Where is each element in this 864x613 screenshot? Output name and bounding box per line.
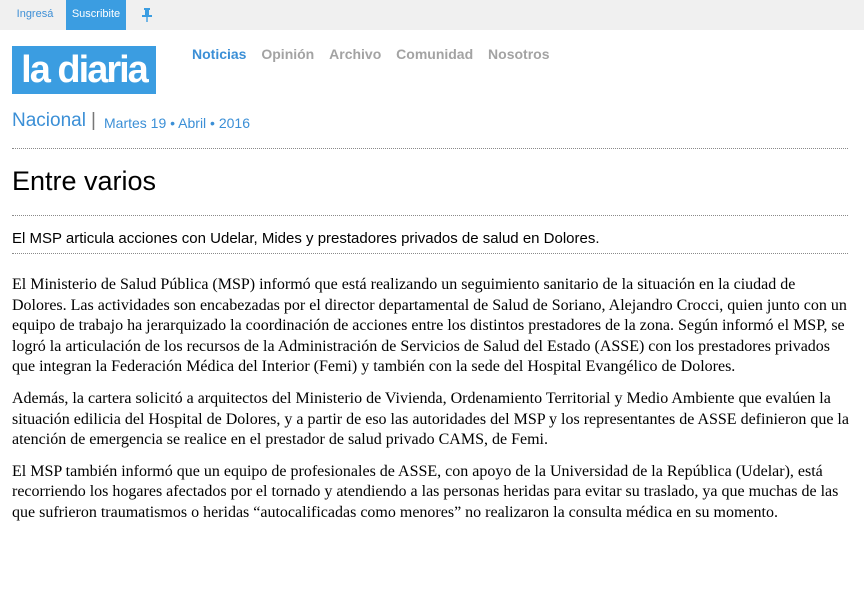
- subscribe-button[interactable]: Suscribite: [66, 0, 126, 30]
- article-title: Entre varios: [12, 166, 157, 196]
- article-paragraph: El Ministerio de Salud Pública (MSP) informó que está realizando un seguimiento sanitario de la situación en la ciudad de Dolores. Las actividades son encabezadas por el director departamental de Salud de Soriano, Alejandro Crocci, quien junto con un equipo de trabajo ha jerarquizado la coordinación de acciones entre los distintos prestadores de la zona. Según informó el MSP, se logró la articulación de los recursos de la Administración de Servicios de Salud del Estado (ASSE) con los prestadores privados que integran la Federación Médica del Interior (Femi) y también con la sede del Hospital Evangélico de Dolores.: [12, 276, 847, 376]
- nav-item-nosotros[interactable]: Nosotros: [488, 46, 550, 62]
- article-subtitle: El MSP articula acciones con Udelar, Mides y prestadores privados de salud en Dolores.: [12, 230, 600, 247]
- nav-item-archivo[interactable]: Archivo: [329, 46, 382, 62]
- publication-date: Martes 19 • Abril • 2016: [104, 115, 250, 131]
- site-logo[interactable]: la diaria: [12, 46, 156, 94]
- login-link[interactable]: Ingresá: [16, 8, 54, 20]
- article-paragraph: El MSP también informó que un equipo de profesionales de ASSE, con apoyo de la Universidad de la República (Udelar), está recorriendo los hogares afectados por el tornado y atendiendo a las personas heridas para evitar su traslado, ya que muchas de las que sufrieron traumatismos o heridas “autocalificadas como menores” no realizaron la consulta médica en su momento.: [12, 462, 839, 521]
- divider: [12, 148, 848, 149]
- article-body: [12, 275, 852, 535]
- pushpin-icon[interactable]: [139, 7, 155, 23]
- article-paragraph: Además, la cartera solicitó a arquitectos del Ministerio de Vivienda, Ordenamiento Territorial y Medio Ambiente que evalúen la situación edilicia del Hospital de Dolores, y a partir de eso las autoridades del MSP y los representantes de ASSE definieron que la atención de emergencia se realice en el prestador de salud privado CAMS, de Femi.: [12, 389, 849, 449]
- section-name[interactable]: Nacional: [12, 110, 86, 131]
- divider: [12, 215, 848, 216]
- nav-item-opinion[interactable]: Opinión: [261, 46, 315, 62]
- nav-item-comunidad[interactable]: Comunidad: [396, 46, 474, 62]
- divider: [12, 253, 848, 254]
- section-separator: |: [91, 110, 96, 131]
- top-bar: [0, 0, 864, 30]
- nav-item-noticias[interactable]: Noticias: [192, 46, 247, 62]
- main-nav: [192, 46, 561, 62]
